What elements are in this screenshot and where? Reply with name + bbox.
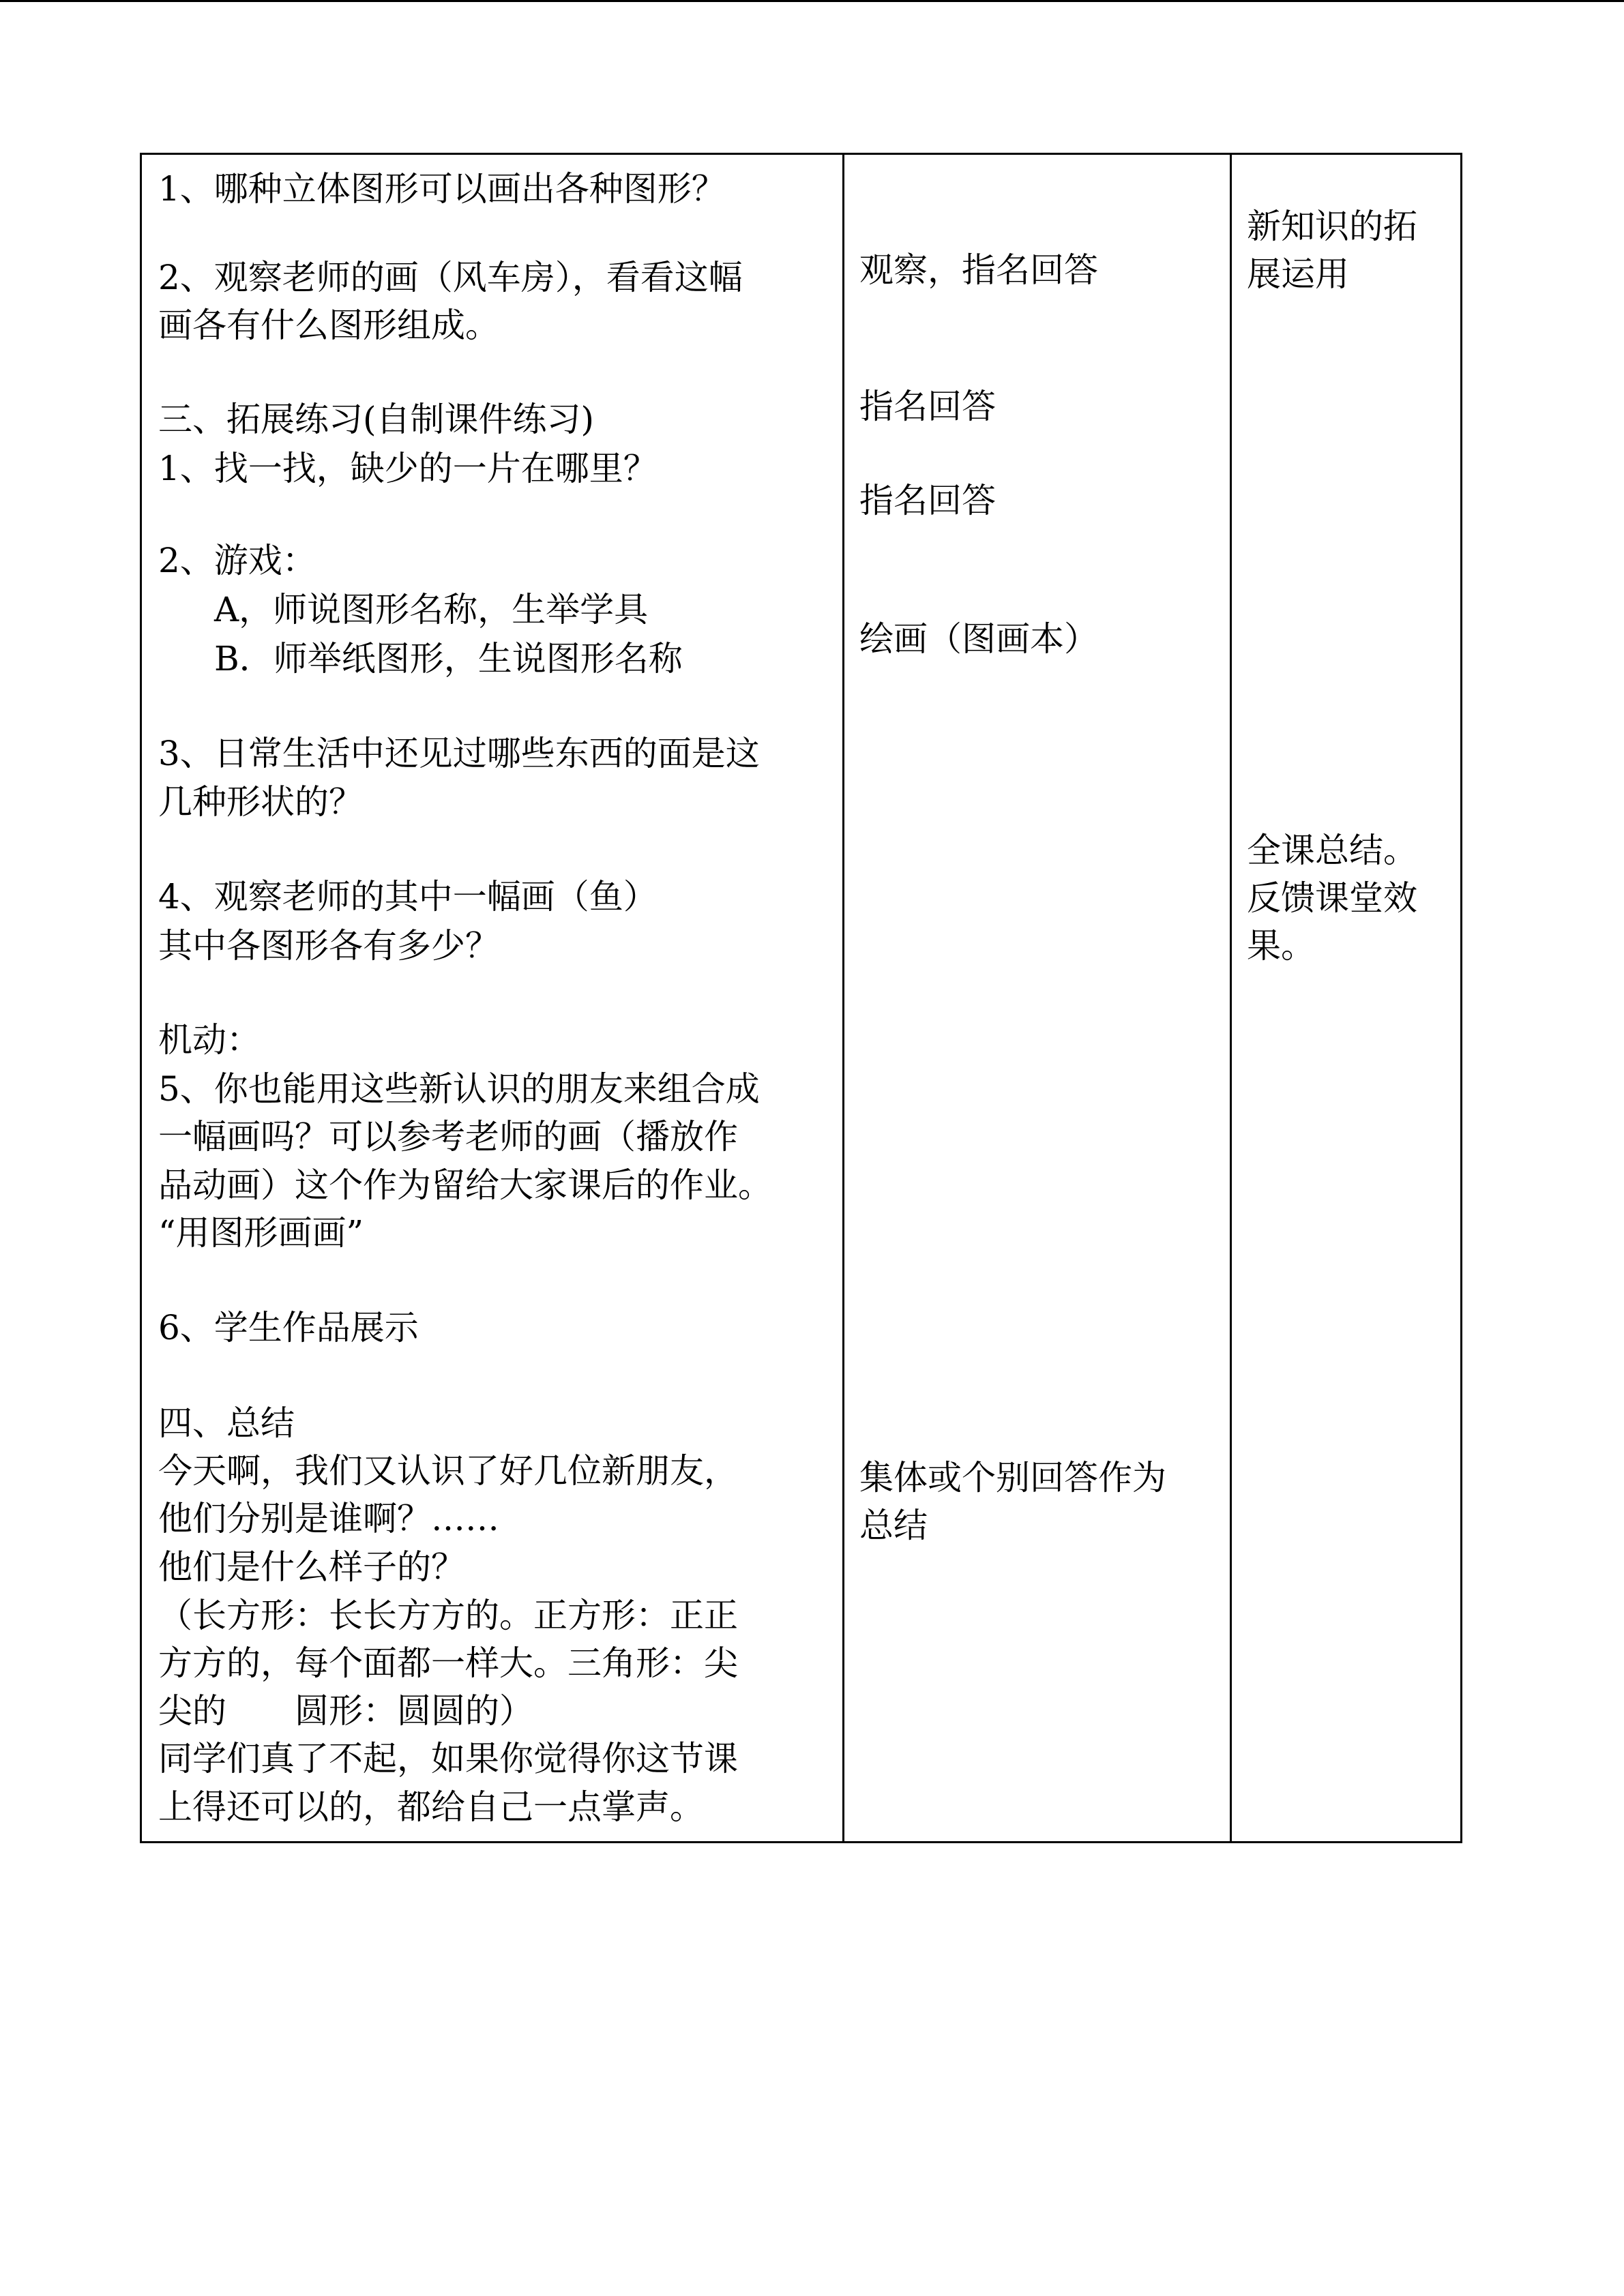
text-line: B．师举纸图形，生说图形名称 (214, 639, 683, 679)
lesson-plan-table (140, 153, 1462, 1843)
text-line: “用图形画画” (158, 1213, 364, 1253)
text-line: 4、观察老师的其中一幅画（鱼） (158, 877, 658, 916)
text-line: 他们是什么样子的？ (158, 1547, 465, 1587)
text-line: （长方形：长长方方的。正方形：正正 (158, 1596, 738, 1635)
text-line: 5、你也能用这些新认识的朋友来组合成 (158, 1069, 760, 1109)
text-line: 方方的，每个面都一样大。三角形：尖 (158, 1643, 738, 1683)
text-line: 三、拓展练习(自制课件练习) (158, 400, 595, 439)
text-line: A，师说图形名称，生举学具 (214, 590, 649, 629)
text-line: 果。 (1247, 926, 1315, 966)
text-line: 几种形状的？ (158, 782, 363, 822)
text-line: 3、日常生活中还见过哪些东西的面是这 (158, 734, 760, 773)
text-line: 观察，指名回答 (859, 250, 1098, 290)
text-line: 1、找一找，缺少的一片在哪里？ (158, 449, 658, 488)
text-line: 总结 (859, 1506, 928, 1545)
text-line: 其中各图形各有多少？ (158, 926, 499, 966)
text-line: 今天啊，我们又认识了好几位新朋友， (158, 1451, 738, 1491)
text-line: 1、哪种立体图形可以画出各种图形？ (158, 169, 726, 209)
text-line: 展运用 (1247, 254, 1349, 294)
table-row (141, 154, 1462, 1843)
text-line: 品动画）这个作为留给大家课后的作业。 (158, 1165, 772, 1205)
text-line: 全课总结。 (1247, 831, 1417, 870)
text-line: 指名回答 (859, 387, 996, 426)
text-line: 画各有什么图形组成。 (158, 305, 499, 345)
text-line: 2、观察老师的画（风车房），看看这幅 (158, 258, 743, 297)
text-line: 反馈课堂效 (1247, 878, 1417, 918)
text-line: 新知识的拓 (1247, 207, 1417, 246)
text-line: 四、总结 (158, 1403, 295, 1443)
text-line: 上得还可以的，都给自己一点掌声。 (158, 1787, 704, 1827)
text-line: 绘画（图画本） (859, 619, 1098, 659)
text-line: 尖的 圆形：圆圆的） (158, 1691, 533, 1731)
text-line: 一幅画吗？可以参考老师的画（播放作 (158, 1117, 738, 1157)
student-activity-cell (844, 154, 1231, 1843)
text-line: 6、学生作品展示 (158, 1308, 419, 1347)
design-intent-cell (1231, 154, 1462, 1843)
text-line: 2、游戏： (158, 541, 316, 580)
text-line: 同学们真了不起，如果你觉得你这节课 (158, 1739, 738, 1778)
text-line: 指名回答 (859, 481, 996, 520)
text-line: 机动： (158, 1020, 261, 1060)
page-top-rule (0, 0, 1624, 2)
teaching-process-cell (141, 154, 844, 1843)
text-line: 集体或个别回答作为 (859, 1458, 1166, 1497)
text-line: 他们分别是谁啊？…… (158, 1499, 499, 1538)
